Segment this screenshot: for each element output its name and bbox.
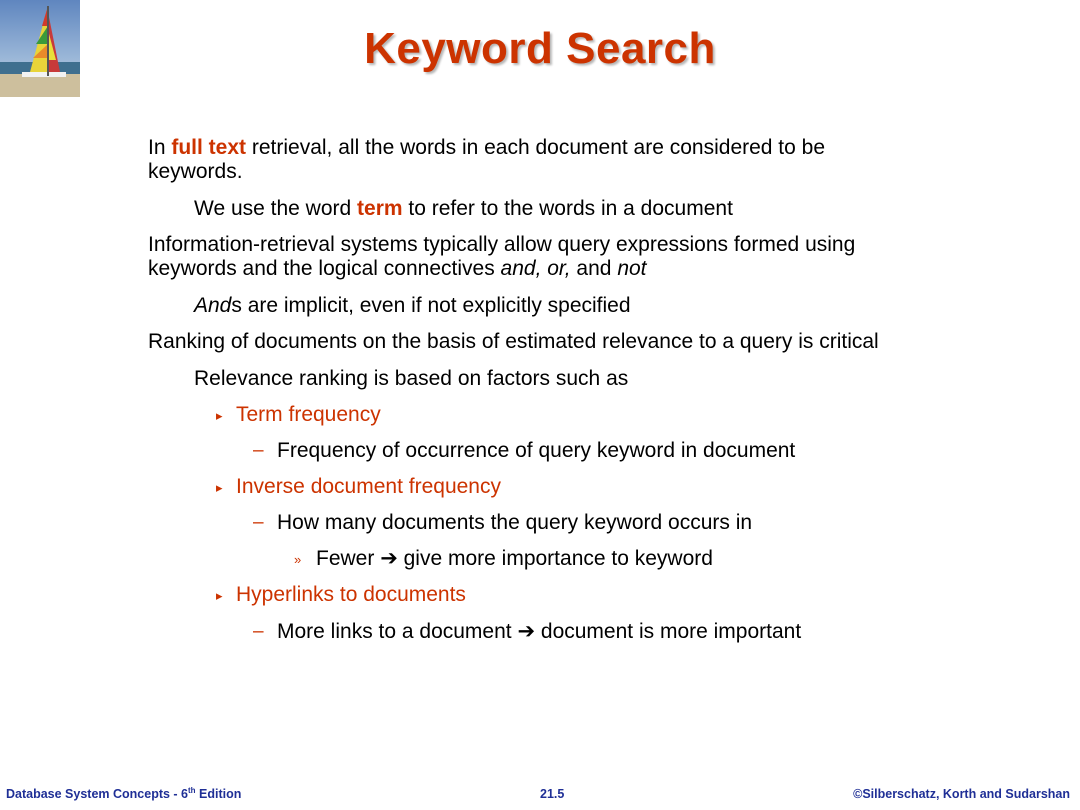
text-line-more-links bbox=[277, 620, 801, 644]
right-arrow-icon: ➔ bbox=[517, 620, 536, 643]
text-segment: to refer to the words in a document bbox=[402, 197, 733, 220]
text-segment: We use the word bbox=[194, 197, 358, 220]
text-line-fewer bbox=[316, 547, 713, 571]
highlight-term: term bbox=[357, 197, 403, 220]
text-segment: More links to a document bbox=[277, 620, 518, 643]
italic-segment: not bbox=[617, 257, 647, 280]
text-line-frequency-occurrence: Frequency of occurrence of query keyword in document bbox=[277, 439, 796, 462]
highlight-full-text: full text bbox=[171, 136, 247, 159]
double-chevron-bullet-icon: » bbox=[294, 552, 302, 567]
footer-copyright: ©Silberschatz, Korth and Sudarshan bbox=[853, 787, 1070, 801]
text-segment: Fewer bbox=[316, 547, 381, 570]
text-line-ir-systems: Information-retrieval systems typically allow query expressions formed using bbox=[148, 233, 856, 256]
right-arrow-icon: ➔ bbox=[380, 547, 398, 570]
text-line-hyperlinks: Hyperlinks to documents bbox=[236, 583, 466, 606]
text-segment: and bbox=[570, 257, 618, 280]
dash-bullet-icon: – bbox=[253, 440, 264, 461]
text-line-keywords: keywords. bbox=[148, 160, 243, 183]
triangle-bullet-icon: ▸ bbox=[216, 588, 223, 603]
dash-bullet-icon: – bbox=[253, 621, 264, 642]
text-segment: keywords and the logical connectives bbox=[148, 257, 501, 280]
page-title: Keyword Search bbox=[364, 24, 716, 73]
text-segment: s are implicit, even if not explicitly specified bbox=[231, 294, 631, 317]
italic-segment: and, or, bbox=[500, 257, 571, 280]
footer-page-number: 21.5 bbox=[540, 787, 565, 801]
text-segment: In bbox=[148, 136, 172, 159]
dash-bullet-icon: – bbox=[253, 512, 264, 533]
text-line-term bbox=[194, 197, 733, 221]
triangle-bullet-icon: ▸ bbox=[216, 408, 223, 423]
text-line-how-many-documents: How many documents the query keyword occurs in bbox=[277, 511, 753, 534]
footer-text: Database System Concepts - 6 bbox=[6, 787, 189, 801]
text-line-inverse-document-frequency: Inverse document frequency bbox=[236, 475, 501, 498]
text-segment: retrieval, all the words in each document are considered to be bbox=[246, 136, 826, 159]
text-line-term-frequency: Term frequency bbox=[236, 403, 381, 426]
text-segment: give more importance to keyword bbox=[397, 547, 713, 570]
footer-book-title bbox=[6, 787, 241, 801]
text-line-full-text bbox=[148, 136, 825, 160]
text-line-relevance: Relevance ranking is based on factors such as bbox=[194, 367, 629, 390]
text-line-connectives bbox=[148, 257, 647, 281]
text-segment: document is more important bbox=[535, 620, 802, 643]
footer-text: Edition bbox=[195, 787, 242, 801]
text-line-ands bbox=[194, 294, 631, 318]
text-line-ranking: Ranking of documents on the basis of estimated relevance to a query is critical bbox=[148, 330, 879, 353]
italic-segment: And bbox=[194, 294, 232, 317]
triangle-bullet-icon: ▸ bbox=[216, 480, 223, 495]
footer-superscript: th bbox=[188, 785, 196, 795]
